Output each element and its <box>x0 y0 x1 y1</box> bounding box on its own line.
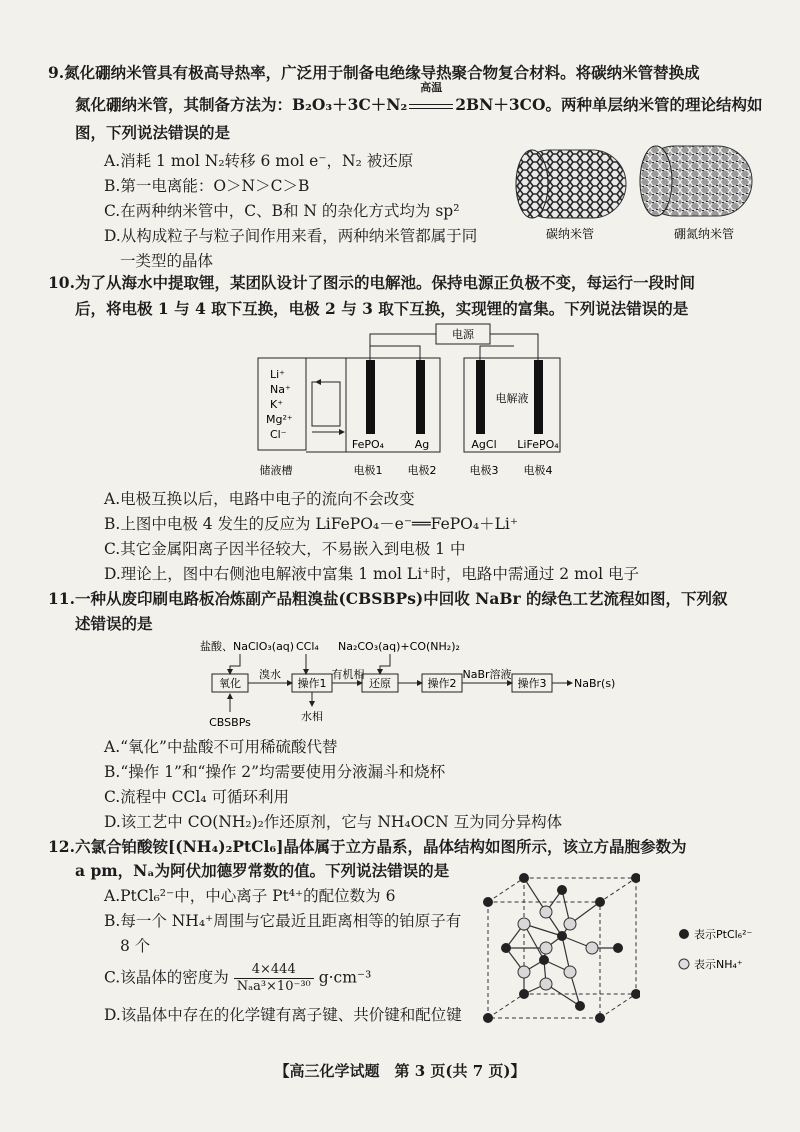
density-unit: g·cm⁻³ <box>318 968 372 987</box>
flow-reagent-1: 盐酸、NaClO₃(aq) <box>200 640 295 653</box>
q12-option-c <box>104 962 371 995</box>
ptcl6-ion <box>631 873 640 883</box>
page-footer: 【高三化学试题 第 3 页(共 7 页)】 <box>274 1062 526 1080</box>
ion-k: K⁺ <box>270 398 284 411</box>
q9-option-b: B.第一电离能：O＞N＞C＞B <box>104 177 310 195</box>
ion-mg: Mg²⁺ <box>266 413 293 426</box>
q10-option-c: C.其它金属阳离子因半径较大，不易嵌入到电极 1 中 <box>104 540 466 558</box>
density-denominator: Nₐa³×10⁻³⁰ <box>236 979 311 994</box>
carbon-nanotube-image <box>516 150 626 218</box>
flow-box-oxidation-label: 氧化 <box>219 677 241 690</box>
flow-reagent-3: Na₂CO₃(aq)+CO(NH₂)₂ <box>338 640 460 653</box>
flow-box-reduction-label: 还原 <box>369 677 391 690</box>
q11-option-c: C.流程中 CCl₄ 可循环利用 <box>104 788 289 806</box>
q9-option-d-cont: 一类型的晶体 <box>120 252 214 270</box>
flow-reagent-2: CCl₄ <box>296 640 319 653</box>
flow-box-operation-2-label: 操作2 <box>427 677 457 690</box>
q12-stem-line2: a pm，Nₐ为阿伏加德罗常数的值。下列说法错误的是 <box>75 861 450 880</box>
q9-equation-left: 氮化硼纳米管，其制备方法为：B₂O₃＋3C＋N₂ <box>75 95 408 114</box>
flow-arrow-1-label: 溴水 <box>259 668 281 681</box>
ptcl6-ion <box>519 989 529 999</box>
caption-tank: 储液槽 <box>259 464 293 477</box>
ptcl6-ion <box>631 989 640 999</box>
density-numerator: 4×444 <box>234 962 314 979</box>
process-flowchart <box>200 636 640 736</box>
caption-electrode-3: 电极3 <box>469 464 499 477</box>
q10-stem-line2: 后，将电极 1 与 4 取下互换，电极 2 与 3 取下互换，实现锂的富集。下列说法错误的是 <box>75 299 689 318</box>
electrode-1 <box>366 360 375 434</box>
bn-nanotube-image <box>640 146 752 216</box>
q9-stem-line1: 9.氮化硼纳米管具有极高导热率，广泛用于制备电绝缘导热聚合物复合材料。将碳纳米管替换成 <box>48 63 700 82</box>
q12-option-b: B.每一个 NH₄⁺周围与它最近且距离相等的铂原子有 <box>104 912 462 930</box>
flow-box-operation-3-label: 操作3 <box>517 677 547 690</box>
q9-equation-right: 2BN＋3CO。两种单层纳米管的理论结构如 <box>455 95 763 114</box>
nh4-ion <box>564 918 576 930</box>
legend-nh4-label: 表示NH₄⁺ <box>694 958 743 971</box>
nh4-ion <box>518 918 530 930</box>
q9-option-a: A.消耗 1 mol N₂转移 6 mol e⁻，N₂ 被还原 <box>104 152 414 170</box>
power-source-label: 电源 <box>452 328 474 341</box>
caption-electrode-4: 电极4 <box>523 464 553 477</box>
flow-arrow-2-label: 有机相 <box>331 668 365 681</box>
electrode-4 <box>534 360 543 434</box>
electrolyte-label: 电解液 <box>495 392 529 405</box>
q12-option-a: A.PtCl₆²⁻中，中心离子 Pt⁴⁺的配位数为 6 <box>104 887 396 905</box>
nanotube-figure <box>510 138 760 250</box>
q11-option-a: A.“氧化”中盐酸不可用稀硫酸代替 <box>104 738 338 756</box>
q9-reaction-arrow <box>407 81 455 116</box>
ptcl6-ion <box>501 943 511 953</box>
nh4-ion <box>540 978 552 990</box>
q12-option-b-cont: 8 个 <box>120 937 151 955</box>
flow-box-operation-1-label: 操作1 <box>297 677 327 690</box>
q12-option-c-text: C.该晶体的密度为 <box>104 968 229 987</box>
flow-waste: 水相 <box>301 710 323 723</box>
electrode-1-material: FePO₄ <box>351 438 385 451</box>
caption-electrode-2: 电极2 <box>407 464 437 477</box>
flow-product: NaBr(s) <box>574 677 616 690</box>
q10-stem-line1: 10.为了从海水中提取锂，某团队设计了图示的电解池。保持电源正负极不变，每运行一段时间 <box>48 273 695 292</box>
nh4-ion <box>540 942 552 954</box>
q10-option-b: B.上图中电极 4 发生的反应为 LiFePO₄－e⁻══FePO₄＋Li⁺ <box>104 515 519 533</box>
ion-na: Na⁺ <box>270 383 291 396</box>
bn-nanotube-label: 硼氮纳米管 <box>674 227 735 241</box>
crystal-cell-figure <box>480 872 640 1028</box>
ptcl6-ion <box>575 1001 585 1011</box>
electrode-4-material: LiFePO₄ <box>517 438 559 451</box>
ptcl6-ion <box>557 885 567 895</box>
nh4-ion <box>586 942 598 954</box>
q9-option-d: D.从构成粒子与粒子间作用来看，两种纳米管都属于同 <box>104 227 478 245</box>
ptcl6-ion <box>613 943 623 953</box>
flow-arrow-4-label: NaBr溶液 <box>462 668 512 681</box>
q9-stem-line3: 图，下列说法错误的是 <box>75 123 231 142</box>
q11-option-b: B.“操作 1”和“操作 2”均需要使用分液漏斗和烧杯 <box>104 763 446 781</box>
ion-li: Li⁺ <box>270 368 285 381</box>
nh4-ion <box>564 966 576 978</box>
q10-option-d: D.理论上，图中右侧池电解液中富集 1 mol Li⁺时，电路中需通过 2 mol 电子 <box>104 565 639 583</box>
ptcl6-ion <box>595 1013 605 1023</box>
legend-ptcl6-label: 表示PtCl₆²⁻ <box>694 928 753 941</box>
carbon-nanotube-label: 碳纳米管 <box>546 227 595 241</box>
ptcl6-ion <box>539 955 549 965</box>
ptcl6-ion <box>557 931 567 941</box>
legend-nh4-marker <box>679 959 689 969</box>
ptcl6-ion <box>595 897 605 907</box>
ion-cl: Cl⁻ <box>270 428 287 441</box>
q9-option-c: C.在两种纳米管中，C、B和 N 的杂化方式均为 sp² <box>104 202 460 220</box>
electrode-3-material: AgCl <box>471 438 497 451</box>
electrode-3 <box>476 360 485 434</box>
nh4-ion <box>540 906 552 918</box>
q10-option-a: A.电极互换以后，电路中电子的流向不会改变 <box>104 490 415 508</box>
ptcl6-ion <box>483 1013 493 1023</box>
density-fraction <box>234 962 314 995</box>
q12-option-d: D.该晶体中存在的化学键有离子键、共价键和配位键 <box>104 1006 462 1024</box>
flow-feed: CBSBPs <box>209 716 251 729</box>
legend-ptcl6-marker <box>679 929 689 939</box>
electrode-2-material: Ag <box>414 438 430 451</box>
q9-condition: 高温 <box>420 81 443 94</box>
q11-option-d: D.该工艺中 CO(NH₂)₂作还原剂，它与 NH₄OCN 互为同分异构体 <box>104 813 563 831</box>
nh4-ion <box>518 966 530 978</box>
q12-stem-line1: 12.六氯合铂酸铵[(NH₄)₂PtCl₆]晶体属于立方晶系，晶体结构如图所示，该立方晶胞参数为 <box>48 837 687 856</box>
ptcl6-ion <box>483 897 493 907</box>
electrode-2 <box>416 360 425 434</box>
caption-electrode-1: 电极1 <box>353 464 383 477</box>
crystal-legend <box>676 924 788 980</box>
q11-stem-line2: 述错误的是 <box>75 614 153 633</box>
q9-stem-line2 <box>75 81 763 116</box>
electrolysis-figure <box>250 322 570 488</box>
q11-stem-line1: 11.一种从废印刷电路板冶炼副产品粗溴盐(CBSBPs)中回收 NaBr 的绿色工艺流程如图，下列叙 <box>48 589 728 608</box>
ptcl6-ion <box>519 873 529 883</box>
